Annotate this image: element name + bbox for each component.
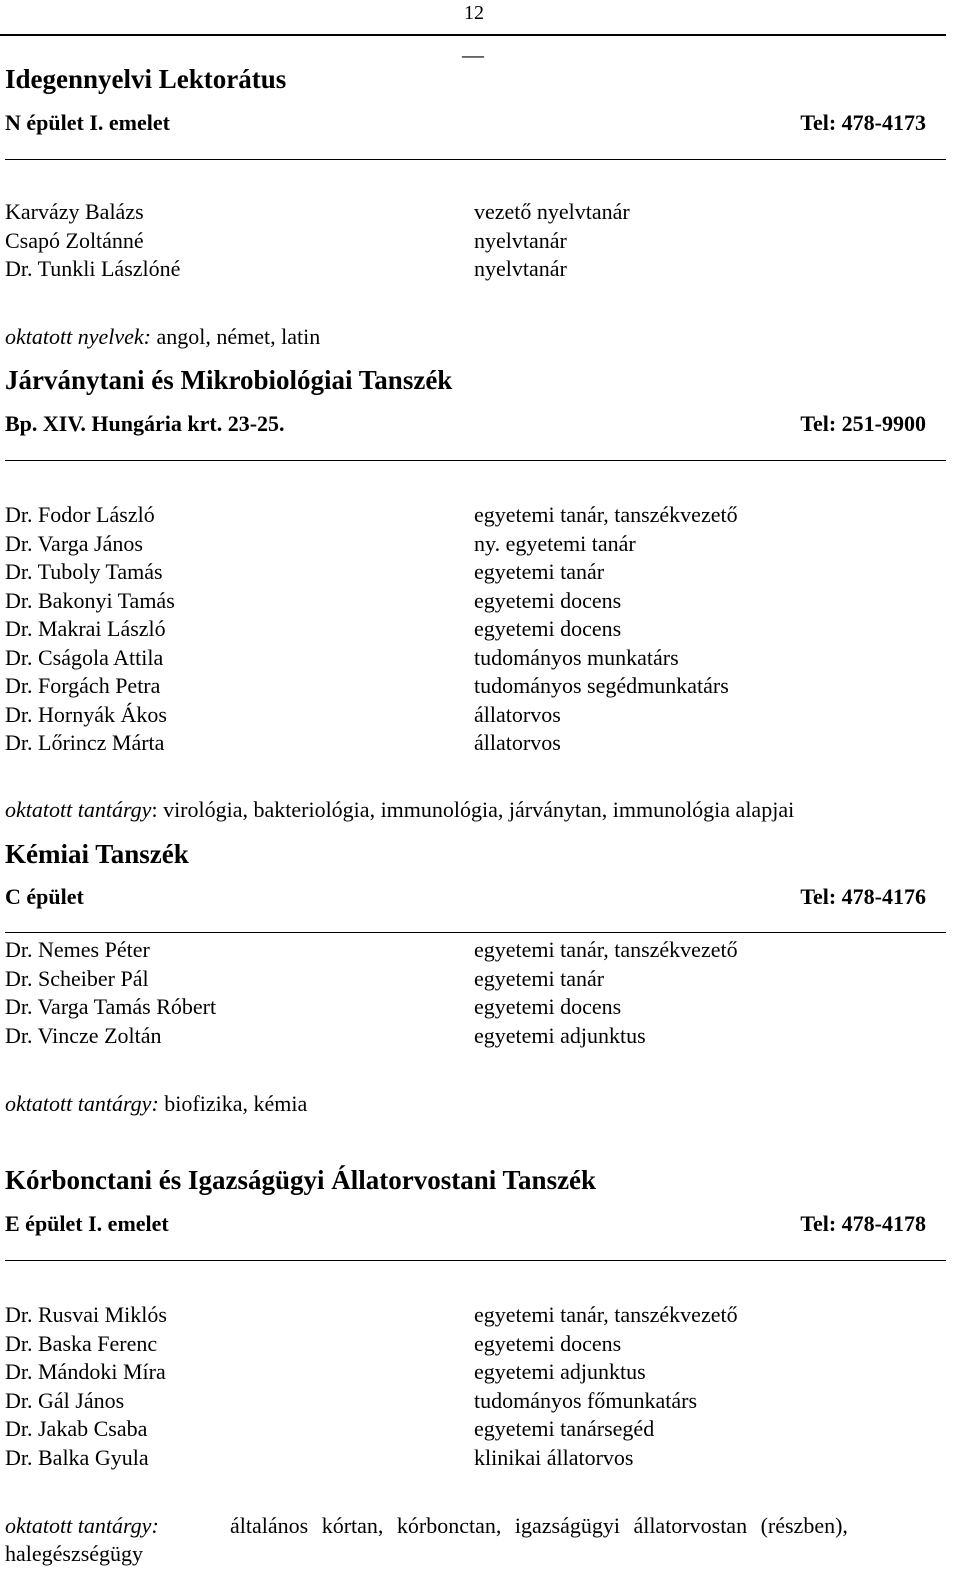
staff-roles xyxy=(474,1301,738,1472)
staff-role: nyelvtanár xyxy=(474,227,567,253)
section-address: E épület I. emelet xyxy=(5,1211,169,1236)
section-address: N épület I. emelet xyxy=(5,110,170,135)
section-address: Bp. XIV. Hungária krt. 23-25. xyxy=(5,411,285,436)
section-title: Idegennyelvi Lektorátus xyxy=(5,64,287,94)
staff-role: állatorvos xyxy=(474,730,561,755)
staff-name: Dr. Hornyák Ákos xyxy=(5,701,167,727)
staff-name: Dr. Gál János xyxy=(5,1387,125,1413)
staff-role: egyetemi tanár xyxy=(474,559,605,584)
staff-role: egyetemi adjunktus xyxy=(474,1022,646,1048)
subjects-label: oktatott tantárgy: xyxy=(5,1091,159,1116)
staff-role: egyetemi adjunktus xyxy=(474,1359,646,1384)
staff-name: Dr. Tuboly Tamás xyxy=(5,559,163,584)
staff-name: Dr. Forgách Petra xyxy=(5,673,161,698)
subjects-text: általános kórtan, kórbonctan, igazságügyi állatorvostan (részben), xyxy=(230,1513,848,1538)
staff-role: tudományos főmunkatárs xyxy=(474,1387,698,1413)
section-rule xyxy=(5,932,946,933)
staff-name: Dr. Scheiber Pál xyxy=(5,965,149,991)
subjects-label: oktatott tantárgy: xyxy=(5,1513,159,1538)
staff-role: egyetemi tanár, tanszékvezető xyxy=(474,1302,738,1327)
subjects-text-continued: halegészségügy xyxy=(5,1541,144,1566)
staff-names xyxy=(5,198,180,284)
staff-names xyxy=(5,1301,167,1472)
staff-role: egyetemi tanársegéd xyxy=(474,1416,655,1441)
staff-role: állatorvos xyxy=(474,701,561,727)
staff-role: klinikai állatorvos xyxy=(474,1444,634,1470)
staff-name: Csapó Zoltánné xyxy=(5,227,144,253)
section-rule xyxy=(5,1260,946,1261)
staff-name: Dr. Makrai László xyxy=(5,616,166,641)
staff-roles xyxy=(474,936,738,1050)
subjects-text: biofizika, kémia xyxy=(164,1091,308,1116)
staff-name: Dr. Jakab Csaba xyxy=(5,1416,148,1441)
subjects-line xyxy=(5,1093,307,1115)
subjects-text: : virológia, bakteriológia, immunológia, járványtan, immunológia alapjai xyxy=(151,797,795,822)
subjects-label: oktatott nyelvek: xyxy=(5,324,151,349)
staff-role: egyetemi tanár, tanszékvezető xyxy=(474,502,738,527)
subjects-line xyxy=(5,799,794,821)
staff-role: egyetemi docens xyxy=(474,994,622,1019)
section-title: Kémiai Tanszék xyxy=(5,839,189,869)
staff-roles xyxy=(474,501,738,758)
section-rule xyxy=(5,159,946,160)
section-phone: Tel: 478-4178 xyxy=(800,1211,926,1236)
staff-name: Dr. Bakonyi Tamás xyxy=(5,587,175,613)
staff-role: tudományos segédmunkatárs xyxy=(474,673,729,698)
staff-names xyxy=(5,936,216,1050)
staff-name: Dr. Mándoki Míra xyxy=(5,1359,166,1384)
section-title: Járványtani és Mikrobiológiai Tanszék xyxy=(5,365,453,395)
subjects-label: oktatott tantárgy xyxy=(5,797,152,822)
staff-role: nyelvtanár xyxy=(474,256,567,281)
section-title: Kórbonctani és Igazságügyi Állatorvostani Tanszék xyxy=(5,1165,597,1195)
section-address: C épület xyxy=(5,884,84,909)
staff-role: vezető nyelvtanár xyxy=(474,199,630,224)
staff-role: egyetemi docens xyxy=(474,616,622,641)
staff-role: egyetemi docens xyxy=(474,587,622,613)
staff-role: egyetemi tanár, tanszékvezető xyxy=(474,937,738,962)
staff-name: Dr. Varga János xyxy=(5,530,143,556)
staff-name: Dr. Nemes Péter xyxy=(5,937,150,962)
staff-name: Dr. Varga Tamás Róbert xyxy=(5,994,217,1019)
page-number: 12 xyxy=(464,2,484,24)
staff-name: Dr. Lőrincz Márta xyxy=(5,730,165,755)
staff-name: Dr. Vincze Zoltán xyxy=(5,1022,162,1048)
page-mark: — xyxy=(462,42,484,67)
header-rule xyxy=(0,34,946,36)
staff-names xyxy=(5,501,175,758)
staff-name: Dr. Rusvai Miklós xyxy=(5,1302,167,1327)
staff-role: egyetemi tanár xyxy=(474,965,605,991)
staff-name: Dr. Cságola Attila xyxy=(5,644,164,670)
staff-name: Dr. Baska Ferenc xyxy=(5,1330,158,1356)
staff-name: Dr. Fodor László xyxy=(5,502,155,527)
staff-name: Karvázy Balázs xyxy=(5,199,144,224)
section-phone: Tel: 478-4173 xyxy=(800,110,926,135)
staff-roles xyxy=(474,198,630,284)
section-phone: Tel: 251-9900 xyxy=(800,411,926,436)
staff-role: tudományos munkatárs xyxy=(474,644,679,670)
staff-role: egyetemi docens xyxy=(474,1330,622,1356)
staff-name: Dr. Balka Gyula xyxy=(5,1444,149,1470)
section-phone: Tel: 478-4176 xyxy=(800,884,926,909)
subjects-text: angol, német, latin xyxy=(156,324,321,349)
staff-name: Dr. Tunkli Lászlóné xyxy=(5,256,181,281)
subjects-line xyxy=(5,326,320,348)
section-rule xyxy=(5,460,946,461)
staff-role: ny. egyetemi tanár xyxy=(474,530,636,556)
